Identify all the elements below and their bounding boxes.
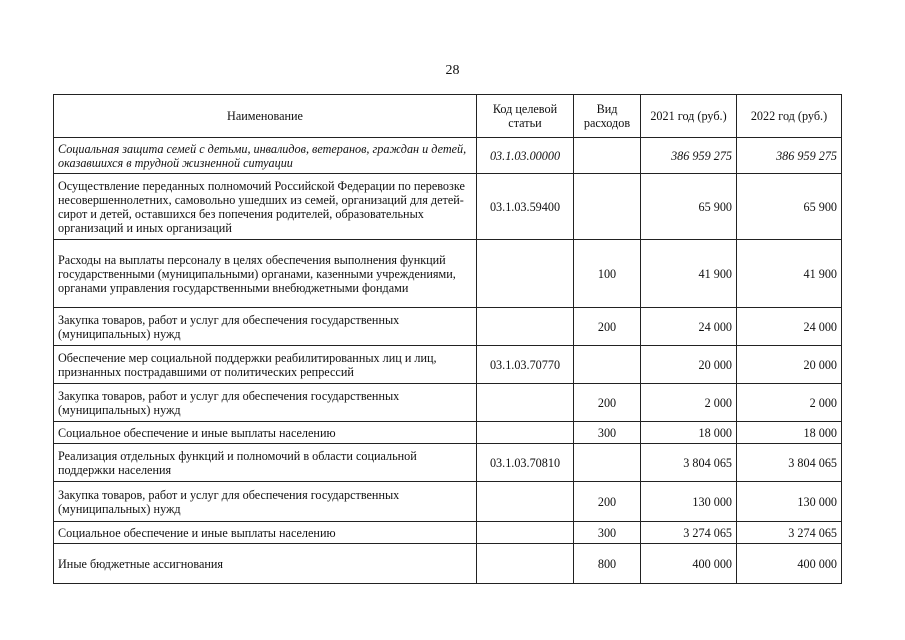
row-kind: 200 <box>574 482 641 522</box>
header-name: Наименование <box>54 95 477 138</box>
row-kind: 300 <box>574 522 641 544</box>
row-2021: 65 900 <box>641 174 737 240</box>
row-2021: 2 000 <box>641 384 737 422</box>
row-name: Социальная защита семей с детьми, инвалидов, ветеранов, граждан и детей, оказавшихся в трудной жизненной ситуации <box>54 138 477 174</box>
row-kind: 200 <box>574 384 641 422</box>
row-2022: 400 000 <box>737 544 842 584</box>
row-kind <box>574 346 641 384</box>
table-row <box>54 240 842 308</box>
row-code <box>477 522 574 544</box>
row-code: 03.1.03.70810 <box>477 444 574 482</box>
row-kind <box>574 174 641 240</box>
header-kind: Вид расходов <box>574 95 641 138</box>
table-row <box>54 422 842 444</box>
table-row <box>54 174 842 240</box>
table-row <box>54 544 842 584</box>
row-code: 03.1.03.00000 <box>477 138 574 174</box>
row-name: Иные бюджетные ассигнования <box>54 544 477 584</box>
header-2022: 2022 год (руб.) <box>737 95 842 138</box>
row-2021: 3 274 065 <box>641 522 737 544</box>
row-kind: 100 <box>574 240 641 308</box>
header-row <box>54 95 842 138</box>
row-name: Реализация отдельных функций и полномочий в области социальной поддержки населения <box>54 444 477 482</box>
row-2021: 386 959 275 <box>641 138 737 174</box>
row-name: Обеспечение мер социальной поддержки реабилитированных лиц и лиц, признанных пострадавшими от политических репрессий <box>54 346 477 384</box>
row-2021: 130 000 <box>641 482 737 522</box>
page-number: 28 <box>445 63 460 78</box>
row-2022: 24 000 <box>737 308 842 346</box>
row-code <box>477 482 574 522</box>
row-2022: 3 274 065 <box>737 522 842 544</box>
budget-table <box>53 94 842 584</box>
table-row <box>54 482 842 522</box>
row-name: Закупка товаров, работ и услуг для обеспечения государственных (муниципальных) нужд <box>54 482 477 522</box>
row-name: Осуществление переданных полномочий Российской Федерации по перевозке несовершеннолетних, самовольно ушедших из семей, организаций для детей-сирот и детей, оставшихся без попечения родителей, образовательных организаций и иных организаций <box>54 174 477 240</box>
header-2021: 2021 год (руб.) <box>641 95 737 138</box>
table-row <box>54 444 842 482</box>
row-2022: 3 804 065 <box>737 444 842 482</box>
table-row <box>54 384 842 422</box>
row-code <box>477 308 574 346</box>
row-2021: 20 000 <box>641 346 737 384</box>
table-row <box>54 138 842 174</box>
row-kind: 200 <box>574 308 641 346</box>
row-2022: 20 000 <box>737 346 842 384</box>
header-code: Код целевой статьи <box>477 95 574 138</box>
row-code: 03.1.03.59400 <box>477 174 574 240</box>
table-row <box>54 346 842 384</box>
row-2022: 2 000 <box>737 384 842 422</box>
row-2021: 41 900 <box>641 240 737 308</box>
row-2021: 18 000 <box>641 422 737 444</box>
row-2021: 400 000 <box>641 544 737 584</box>
row-code <box>477 384 574 422</box>
row-2021: 24 000 <box>641 308 737 346</box>
row-code <box>477 544 574 584</box>
row-kind <box>574 138 641 174</box>
row-2022: 386 959 275 <box>737 138 842 174</box>
row-2022: 65 900 <box>737 174 842 240</box>
row-2022: 41 900 <box>737 240 842 308</box>
row-2022: 130 000 <box>737 482 842 522</box>
row-code <box>477 422 574 444</box>
row-name: Социальное обеспечение и иные выплаты населению <box>54 522 477 544</box>
row-kind <box>574 444 641 482</box>
row-name: Расходы на выплаты персоналу в целях обеспечения выполнения функций государственными (муниципальными) органами, казенными учреждениями, органами управления государственными внебюджетными фондами <box>54 240 477 308</box>
row-2022: 18 000 <box>737 422 842 444</box>
row-code: 03.1.03.70770 <box>477 346 574 384</box>
table-row <box>54 522 842 544</box>
row-kind: 300 <box>574 422 641 444</box>
row-2021: 3 804 065 <box>641 444 737 482</box>
table-row <box>54 308 842 346</box>
row-name: Закупка товаров, работ и услуг для обеспечения государственных (муниципальных) нужд <box>54 308 477 346</box>
row-name: Социальное обеспечение и иные выплаты населению <box>54 422 477 444</box>
row-kind: 800 <box>574 544 641 584</box>
row-name: Закупка товаров, работ и услуг для обеспечения государственных (муниципальных) нужд <box>54 384 477 422</box>
row-code <box>477 240 574 308</box>
